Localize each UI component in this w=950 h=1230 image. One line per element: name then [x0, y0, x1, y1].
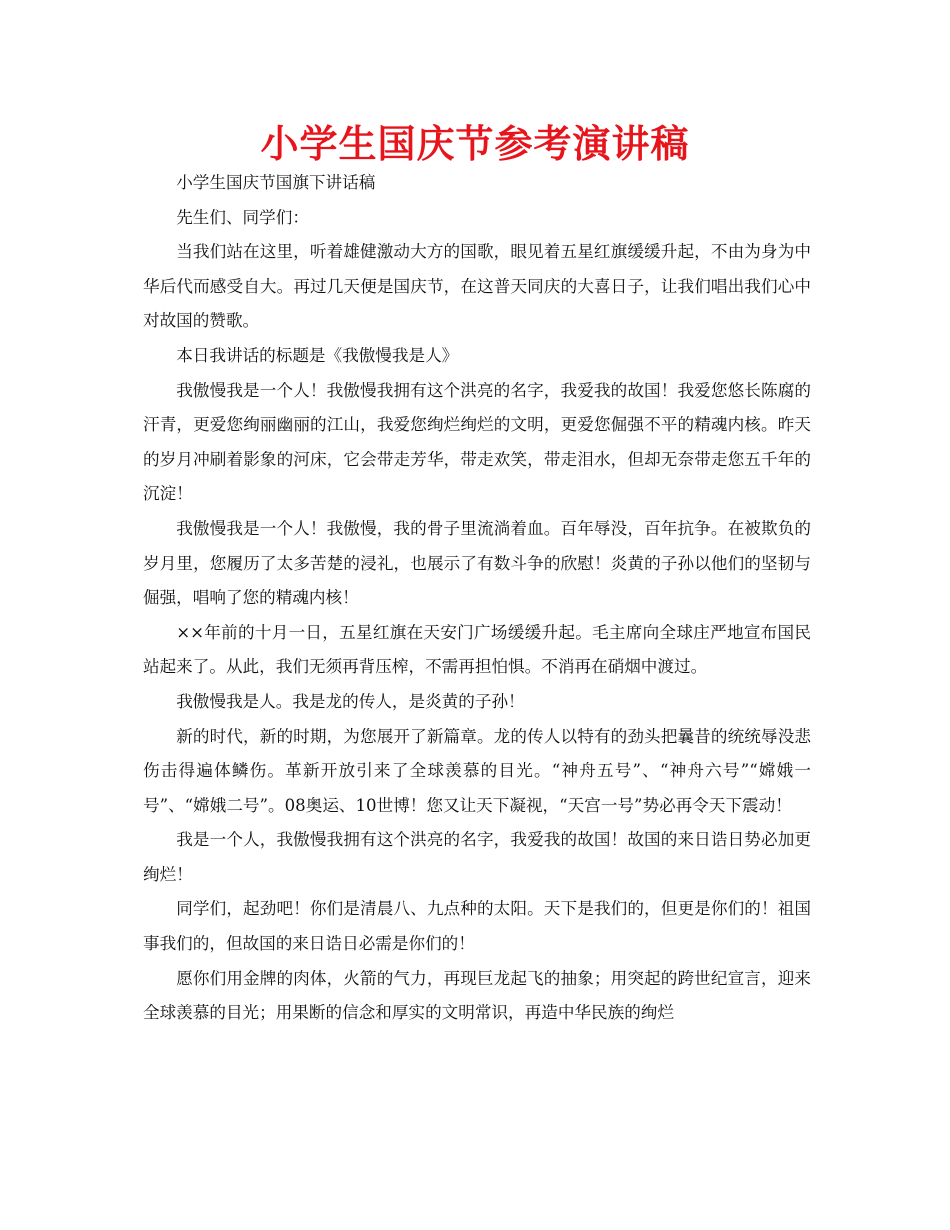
paragraph: 我傲慢我是一个人！我傲慢我拥有这个洪亮的名字，我爱我的故国！我爱您悠长陈腐的汗青，更爱您绚丽幽丽的江山，我爱您绚烂绚烂的文明，更爱您倔强不平的精魂内核。昨天的岁月冲刷着影象的河床，它会带走芳华，带走欢笑，带走泪水，但却无奈带走您五千年的沉淀！ [143, 380, 811, 504]
paragraph: 愿你们用金牌的肉体，火箭的气力，再现巨龙起飞的抽象；用突起的跨世纪宣言，迎来全球羡慕的目光；用果断的信念和厚实的文明常识，再造中华民族的绚烂 [143, 968, 811, 1023]
paragraph: 当我们站在这里，听着雄健激动大方的国歌，眼见着五星红旗缓缓升起，不由为身为中华后代而感受自大。再过几天便是国庆节，在这普天同庆的大喜日子，让我们唱出我们心中对故国的赞歌。 [143, 242, 811, 331]
paragraph: 我傲慢我是人。我是龙的传人，是炎黄的子孙！ [176, 691, 525, 711]
paragraph-salutation: 先生们、同学们： [176, 207, 309, 227]
document-title: 小学生国庆节参考演讲稿 [260, 122, 690, 166]
paragraph: 我傲慢我是一个人！我傲慢，我的骨子里流淌着血。百年辱没，百年抗争。在被欺负的岁月里，您履历了太多苦楚的浸礼，也展示了有数斗争的欣慰！炎黄的子孙以他们的坚韧与倔强，唱响了您的精魂内核！ [143, 518, 811, 608]
paragraph-subtitle: 小学生国庆节国旗下讲话稿 [176, 173, 376, 192]
paragraph: 本日我讲话的标题是《我傲慢我是人》 [176, 345, 459, 365]
paragraph: 我是一个人，我傲慢我拥有这个洪亮的名字，我爱我的故国！故国的来日诰日势必加更绚烂！ [143, 830, 811, 884]
paragraph: 同学们，起劲吧！你们是清晨八、九点种的太阳。天下是我们的，但更是你们的！祖国事我们的，但故国的来日诰日必需是你们的！ [143, 899, 811, 954]
paragraph: ××年前的十月一日，五星红旗在天安门广场缓缓升起。毛主席向全球庄严地宣布国民站起来了。从此，我们无须再背压榨，不需再担怕惧。不消再在硝烟中渡过。 [143, 622, 811, 677]
paragraph: 新的时代，新的时期，为您展开了新篇章。龙的传人以特有的劲头把曩昔的统统辱没悲伤击得遍体鳞伤。革新开放引来了全球羡慕的目光。“神舟五号”、“神舟六号”“嫦娥一号”、“嫦娥二号”。08奥运、10世博！您又让天下凝视，“天宫一号”势必再令天下震动！ [143, 726, 811, 815]
document-body [143, 166, 811, 1031]
